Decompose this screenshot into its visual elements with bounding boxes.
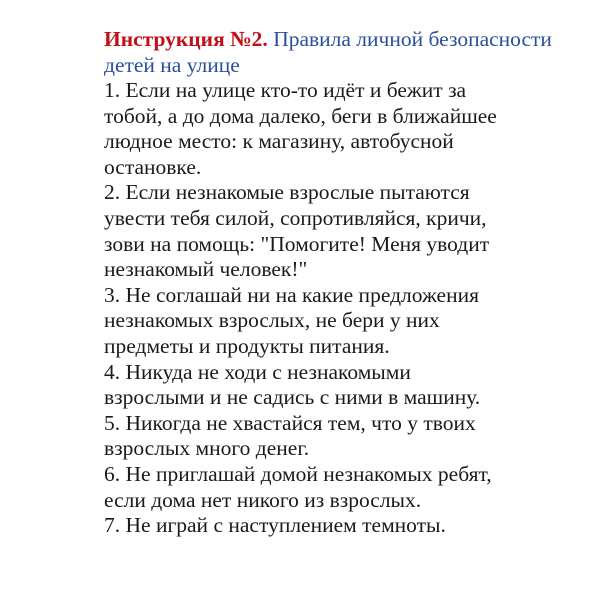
rule-item: 6. Не приглашай домой незнакомых ребят, если дома нет никого из взрослых. [104, 461, 492, 512]
rule-item: 7. Не играй с наступлением темноты. [104, 513, 446, 538]
rule-item: 3. Не соглашай ни на какие предложения незнакомых взрослых, не бери у них предметы и продукты питания. [104, 282, 479, 358]
rule-item: 4. Никуда не ходи с незнакомыми взрослыми и не садись с ними в машину. [104, 359, 481, 410]
rule-item: 2. Если незнакомые взрослые пытаются увести тебя силой, сопротивляйся, кричи, зови на помощь: "Помогите! Меня уводит незнакомый человек!" [104, 180, 490, 282]
instruction-heading [104, 26, 584, 78]
instruction-subtitle: Правила личной безопасности детей на улице [104, 27, 552, 77]
rule-item: 1. Если на улице кто-то идёт и бежит за тобой, а до дома далеко, беги в ближайшее людное место: к магазину, автобусной остановке. [104, 78, 497, 179]
rules-list [104, 78, 504, 539]
instruction-number: Инструкция №2. [104, 27, 268, 51]
rule-item: 5. Никогда не хвастайся тем, что у твоих взрослых много денег. [104, 410, 476, 461]
